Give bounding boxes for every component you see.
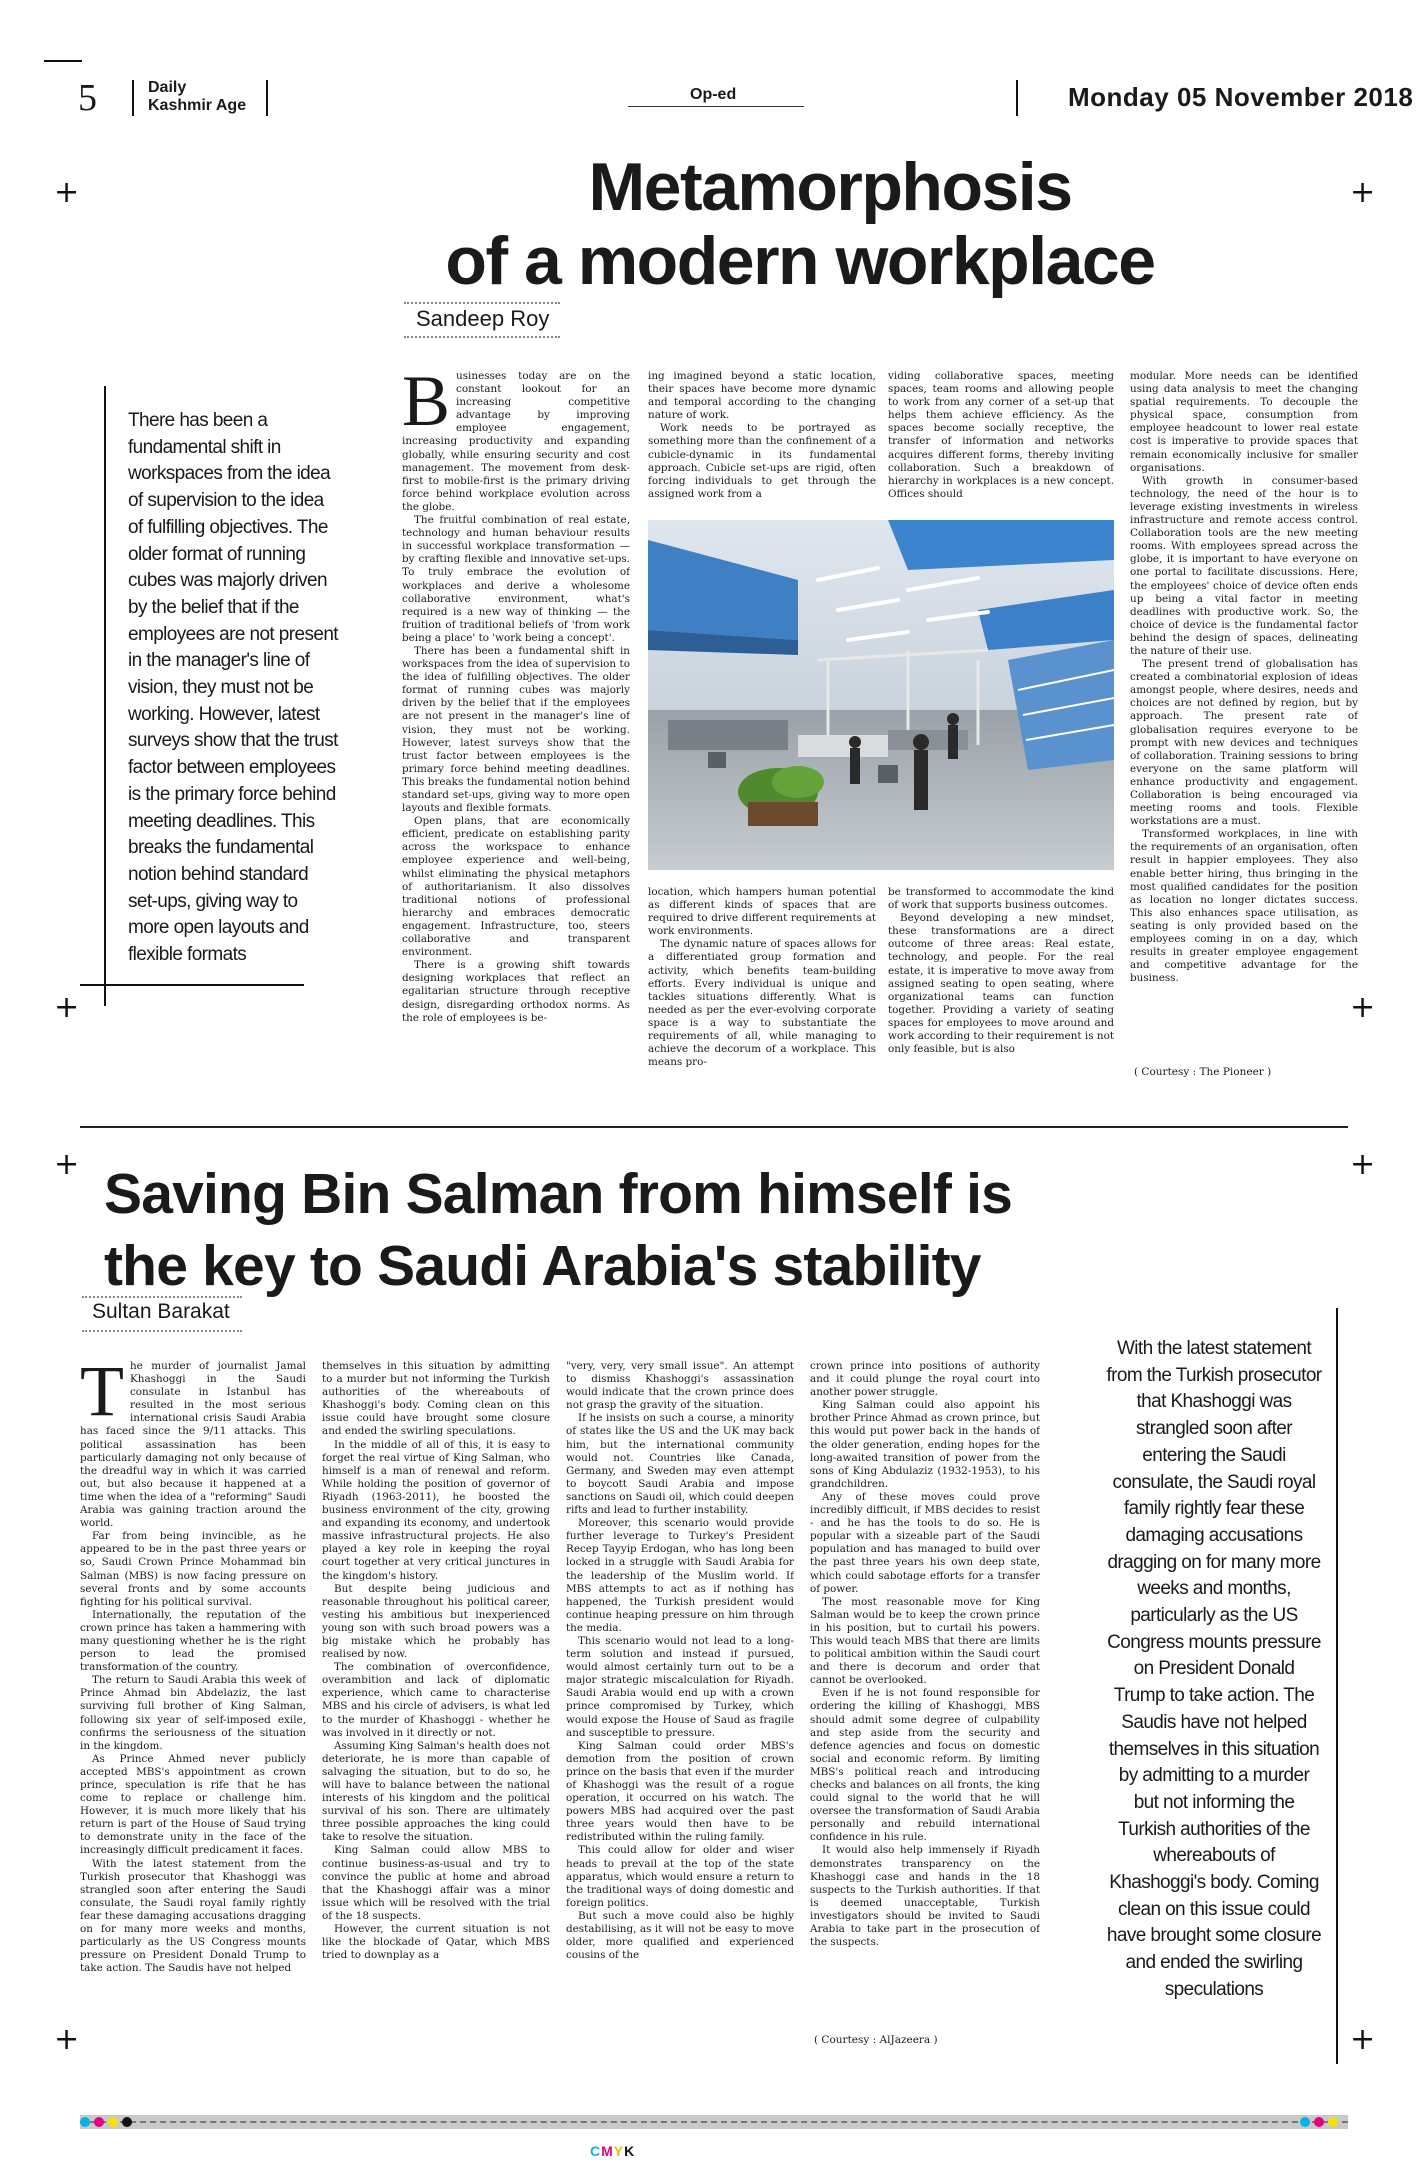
registration-mark: + [1350, 1147, 1376, 1182]
paragraph: But such a move could also be highly destabilising, as it will not be easy to move older, more qualified and experienced cousins of the [566, 1909, 794, 1962]
paragraph: modular. More needs can be identified using data analysis to meet the changing spatial requirements. To decouple the physical space, consumption from employee headcount to lower real estate cost is imperative to provide spaces that remain economically inclusive for smaller organisations. [1130, 370, 1358, 474]
office-photo-image [648, 520, 1114, 870]
paragraph: With the latest statement from the Turkish prosecutor that Khashoggi was strangled soon after entering the Saudi consulate, the Saudi royal family rightly fear these damaging accusations dragging on for many more weeks and months, particularly as the US Congress mounts pressure on President Donald Trump to take action. The Saudis have not helped [80, 1857, 306, 1975]
paragraph: Transformed workplaces, in line with the requirements of an organisation, often result in happier employees. They also enable better hiring, thus bringing in the most qualified candidates for the position as location no longer dictates success. This also enhances space utilisation, as seating is only provided based on the employees coming in on a day, which results in greater employee engagement and competitive advantage for the business. [1130, 828, 1358, 985]
magenta-dot-icon [1314, 2117, 1324, 2127]
paragraph: The combination of overconfidence, overambition and lack of diplomatic experience, which came to characterise MBS and his circle of advisers, is what led to the murder of Khashoggi - whether he was involved in it directly or not. [322, 1661, 550, 1739]
paragraph: There is a growing shift towards designing workplaces that reflect an egalitarian structure through receptive design, disregarding orthodox norms. As the role of employees is be- [402, 959, 630, 1024]
article1-column-2-bottom [648, 886, 876, 1080]
article2-column-2 [322, 1360, 550, 2046]
article2-dropcap: T [80, 1360, 124, 1431]
paragraph: However, the current situation is not like the blockade of Qatar, which MBS tried to downplay as a [322, 1923, 550, 1962]
article2-column-4 [810, 1360, 1040, 2022]
paper-name [148, 79, 246, 115]
article1-headline-line1: Metamorphosis [588, 149, 1072, 225]
paragraph: Beyond developing a new mindset, these transformations are a direct outcome of three areas: Real estate, technology, and people. For the real estate, it is imperative to move away from assigned seating to open seating, where organizational teams can function together. Providing a variety of seating spaces for employees to move around and work according to their requirement is not only feasible, but is also [888, 912, 1114, 1056]
cyan-dot-icon [1300, 2117, 1310, 2127]
byline-rule [82, 1296, 242, 1298]
article1-dropcap: B [402, 370, 451, 441]
pullquote-bar [1336, 1308, 1338, 2064]
paragraph: Assuming King Salman's health does not deteriorate, he is more than capable of salvaging the situation, but to do so, he will have to balance between the national interests of his kingdom and the political survival of his son. There are ultimately three possible approaches the king could take to resolve the situation. [322, 1739, 550, 1844]
article2-headline-line1: Saving Bin Salman from himself is [104, 1162, 1013, 1226]
article1-headline [300, 150, 1300, 298]
paragraph: But despite being judicious and reasonable throughout his political career, vesting his ambitious but inexperienced young son with such broad powers was a big mistake which he probably has realised by now. [322, 1582, 550, 1661]
paragraph: Any of these moves could prove incredibly difficult, if MBS decides to resist - and he has the tools to do so. He is popular with a sizeable part of the Saudi population and has managed to build over the past three years his own deep state, which could sabotage efforts for a transfer of power. [810, 1490, 1040, 1595]
paragraph: The present trend of globalisation has created a combinatorial explosion of ideas amongst people, where desires, needs and choices are not defined by region, but by approach. The present rate of globalisation requires everyone to be prompt with new devices and techniques of collaboration. Training sessions to bring everyone on the same platform will enhance productivity and engagement. Collaboration is being encouraged via meeting rooms and tools. Flexible workstations are a must. [1130, 658, 1358, 828]
header-separator [132, 80, 134, 116]
paragraph: The most reasonable move for King Salman would be to keep the crown prince in his position, but to curtail his powers. This would teach MBS that there are limits to political ambition within the Saudi court and there is decorum and order that cannot be overlooked. [810, 1595, 1040, 1687]
paragraph: In the middle of all of this, it is easy to forget the real virtue of King Salman, who himself is a man of renewal and reform. While holding the position of governor of Riyadh (1963-2011), he boosted the business environment of the city, growing and expanding its economy, and undertook massive infrastructural projects. He also played a key role in keeping the royal court together at very critical junctures in the kingdom's history. [322, 1438, 550, 1582]
magenta-dot-icon [94, 2117, 104, 2127]
article2-pullquote: With the latest statement from the Turkish prosecutor that Khashoggi was strangled soon after entering the Saudi consulate, the Saudi royal family rightly fear these damaging accusations dragging on for many more weeks and months, particularly as the US Congress mounts pressure on President Donald Trump to take action. The Saudis have not helped themselves in this situation by admitting to a murder but not informing the Turkish authorities of the whereabouts of Khashoggi's body. Coming clean on this issue could have brought some closure and ended the swirling speculations [1106, 1338, 1322, 2000]
section-label: Op-ed [690, 86, 737, 103]
article2-byline: Sultan Barakat [92, 1300, 230, 1323]
registration-mark: + [54, 990, 80, 1025]
header-separator [266, 80, 268, 116]
article-divider [80, 1126, 1348, 1128]
paragraph: The return to Saudi Arabia this week of Prince Ahmad bin Abdelaziz, the last surviving full brother of King Salman, following six year of self-imposed exile, confirms the seriousness of the situation in the kingdom. [80, 1674, 306, 1752]
paragraph: With growth in consumer-based technology, the need of the hour is to leverage existing investments in wireless infrastructure and remote access control. Collaboration tools are the new meeting rooms. With employees spread across the globe, it is important to have everyone on one portal to facilitate discussions. Here, the employees' choice of device often ends up being a vital factor in meeting deadlines with productive work. So, the choice of device is the fundamental factor behind the design of spaces, delineating the nature of their use. [1130, 474, 1358, 657]
cyan-dot-icon [80, 2117, 90, 2127]
paragraph: Far from being invincible, as he appeared to be in the past three years or so, Saudi Crown Prince Mohammad bin Salman (MBS) is now facing pressure on several fronts and by some accounts fighting for his political survival. [80, 1530, 306, 1608]
paragraph: Moreover, this scenario would provide further leverage to Turkey's President Recep Tayyip Erdogan, who has long been locked in a struggle with Saudi Arabia for the leadership of the Muslim world. If MBS attempts to act as if nothing has happened, the Turkish president would continue heaping pressure on him through the media. [566, 1517, 794, 1634]
page-number: 5 [78, 77, 97, 119]
article1-pullquote: There has been a fundamental shift in workspaces from the idea of supervision to the idea of fulfilling objectives. The older format of running cubes was majorly driven by the belief that if the employees are not present in the manager's line of vision, they must not be working. However, latest surveys show that the trust factor between employees is the primary force behind meeting deadlines. This breaks the fundamental notion behind standard set-ups, giving way to more open layouts and flexible formats [128, 410, 338, 966]
paragraph: There has been a fundamental shift in workspaces from the idea of supervision to the idea of fulfilling objectives. The older format of running cubes was majorly driven by the belief that if the employees are not present in the manager's line of vision, they must not be working. However, latest surveys show that the trust factor between employees is the primary force behind meeting deadlines. This breaks the fundamental notion behind standard set-ups, giving way to more open layouts and flexible formats. [402, 644, 630, 815]
pullquote-rule [80, 984, 304, 986]
article1-byline: Sandeep Roy [416, 306, 550, 331]
article1-column-2-top [648, 370, 876, 506]
article2-column-1 [80, 1360, 306, 2046]
paragraph: usinesses today are on the constant lookout for an increasing competitive advantage by improving employee engagement, increasing productivity and expanding globally, while ensuring security and cost management. The movement from desk-first to mobile-first is the primary driving force behind workplace evolution across the globe. [402, 370, 630, 513]
byline-rule [404, 336, 560, 338]
article1-courtesy: ( Courtesy : The Pioneer ) [1134, 1066, 1272, 1078]
registration-mark: + [1350, 175, 1376, 210]
paragraph: This could allow for older and wiser heads to prevail at the top of the state apparatus, which would ensure a return to the traditional ways of doing domestic and foreign politics. [566, 1844, 794, 1909]
yellow-dot-icon [108, 2117, 118, 2127]
byline-rule [404, 302, 560, 304]
paragraph: "very, very, very small issue". An attempt to dismiss Khashoggi's assassination would indicate that the crown prince does not grasp the gravity of the situation. [566, 1360, 794, 1412]
registration-mark: + [54, 2022, 80, 2057]
paragraph: be transformed to accommodate the kind of work that supports business outcomes. [888, 886, 1114, 912]
paragraph: viding collaborative spaces, meeting spaces, team rooms and allowing people to work from any corner of a set-up that helps them achieve efficiency. As the spaces become socially receptive, the transfer of information and networks acquires different forms, thereby inviting collaboration. Such a breakdown of hierarchy in workplaces is a new concept. Offices should [888, 370, 1114, 500]
section-rule [628, 106, 804, 107]
paragraph: themselves in this situation by admitting to a murder but not informing the Turkish authorities of the whereabouts of Khashoggi's body. Coming clean on this issue could have brought some closure and ended the swirling speculations. [322, 1360, 550, 1438]
paragraph: King Salman could allow MBS to continue business-as-usual and try to convince the public at home and abroad that the Khashoggi affair was a minor issue which will be resolved with the trial of the 18 suspects. [322, 1844, 550, 1922]
article1-headline-line2: of a modern workplace [445, 223, 1155, 299]
black-dot-icon [122, 2117, 132, 2127]
yellow-dot-icon [1328, 2117, 1338, 2127]
article2-courtesy: ( Courtesy : AlJazeera ) [814, 2034, 938, 2046]
paragraph: Internationally, the reputation of the crown prince has taken a hammering with many questioning whether he is the right person to lead the promised transformation of the country. [80, 1608, 306, 1674]
cmyk-letters: CMYK [590, 2143, 636, 2159]
article1-column-1 [402, 370, 630, 1080]
office-photo [648, 520, 1114, 870]
paragraph: crown prince into positions of authority and it could plunge the royal court into another power struggle. [810, 1360, 1040, 1399]
paragraph: Work needs to be portrayed as something more than the confinement of a cubicle-dynamic in its fundamental approach. Cubicle set-ups are rigid, often forcing individuals to get through the assigned work from a [648, 422, 876, 500]
paragraph: The fruitful combination of real estate, technology and human behaviour results in successful workplace transformation — by crafting flexible and innovative set-ups. To truly embrace the evolution of workplaces and derive a wholesome collaborative environment, what's required is a new way of thinking — the fruition of traditional beliefs of 'from work being a place' to 'work being a concept'. [402, 514, 630, 644]
registration-mark: + [1350, 990, 1376, 1025]
paragraph: Even if he is not found responsible for ordering the killing of Khashoggi, MBS should admit some degree of culpability and step aside from the security and defence agencies and focus on domestic social and economic reform. By limiting MBS's political reach and introducing checks and balances on all fronts, the king could signal to the world that he will oversee the transformation of Saudi Arabia personally and rebuild international confidence in his rule. [810, 1687, 1040, 1844]
article1-column-4 [1130, 370, 1358, 1056]
article2-column-3 [566, 1360, 794, 2046]
cmyk-label [590, 2143, 635, 2159]
paragraph: It would also help immensely if Riyadh demonstrates transparency on the Khashoggi case and hands in the 18 suspects to the Turkish authorities. If that is deemed unacceptable, Turkish investigators should be invited to Saudi Arabia to take part in the prosecution of the suspects. [810, 1844, 1040, 1949]
paragraph: Open plans, that are economically efficient, predicate on establishing parity across the workspace to enhance employee experience and well-being, whilst eliminating the physical metaphors of authoritarianism. It also dissolves traditional notions of professional hierarchy and embraces democratic engagement. Infrastructure, too, steers collaborative and transparent environment. [402, 815, 630, 959]
article2-headline-line2: the key to Saudi Arabia's stability [104, 1234, 981, 1298]
paragraph: King Salman could order MBS's demotion from the position of crown prince on the basis that even if the murder of Khashoggi was the result of a rogue operation, it occurred on his watch. The powers MBS had acquired over the past three years would then have to be redistributed within the ruling family. [566, 1739, 794, 1844]
article1-column-3-bottom [888, 886, 1114, 1080]
dateline: Monday 05 November 2018 [1068, 82, 1414, 112]
paper-name-line2: Kashmir Age [148, 97, 247, 114]
article1-column-3-top [888, 370, 1114, 506]
paragraph: As Prince Ahmed never publicly accepted MBS's appointment as crown prince, speculation is rife that he has come to replace or challenge him. However, it is much more likely that his return is part of the House of Saud trying to demonstrate unity in the face of the increasingly difficult predicament it faces. [80, 1752, 306, 1857]
header-top-rule [44, 60, 82, 62]
registration-mark: + [54, 175, 80, 210]
paragraph: This scenario would not lead to a long-term solution and instead if pursued, would almost certainly turn out to be a major strategic miscalculation for Riyadh. Saudi Arabia would end up with a crown prince compromised by Turkey, which would expose the House of Saud as fragile and susceptible to pressure. [566, 1634, 794, 1739]
paper-name-line1: Daily [148, 79, 187, 96]
footer-dashed-line [80, 2121, 1348, 2123]
paragraph: location, which hampers human potential as different kinds of spaces that are required to drive different requirements at work environments. [648, 886, 876, 938]
byline-rule [82, 1330, 242, 1332]
article2-headline [104, 1158, 1104, 1302]
registration-mark: + [54, 1147, 80, 1182]
paragraph: If he insists on such a course, a minority of states like the US and the UK may back him, but the international community would not. Countries like Canada, Germany, and Sweden may even attempt to boycott Saudi Arabia and impose sanctions on Saudi oil, which could deepen rifts and lead to further instability. [566, 1412, 794, 1517]
paragraph: The dynamic nature of spaces allows for a differentiated group formation and activity, which benefits team-building efforts. Every individual is unique and tackles situations differently. What is needed as per the ever-evolving corporate space is a way to substantiate the requirements of all, while managing to achieve the decorum of a workplace. This means pro- [648, 938, 876, 1069]
paragraph: ing imagined beyond a static location, their spaces have become more dynamic and temporal according to the changing nature of work. [648, 370, 876, 422]
pullquote-bar [104, 386, 106, 1006]
header-separator [1016, 80, 1018, 116]
paragraph: he murder of journalist Jamal Khashoggi in the Saudi consulate in Istanbul has resulted in the most serious international crisis Saudi Arabia has faced since the 9/11 attacks. This political assassination has been particularly damaging not only because of the dreadful way in which it was carried out, but also because it happened at a time when the idea of a "reforming" Saudi Arabia was gaining traction around the world. [80, 1360, 306, 1530]
paragraph: King Salman could also appoint his brother Prince Ahmad as crown prince, but this would put power back in the hands of the older generation, ending hopes for the long-awaited transition of power from the sons of King Abdulaziz (1932-1953), to his grandchildren. [810, 1399, 1040, 1490]
registration-mark: + [1350, 2022, 1376, 2057]
